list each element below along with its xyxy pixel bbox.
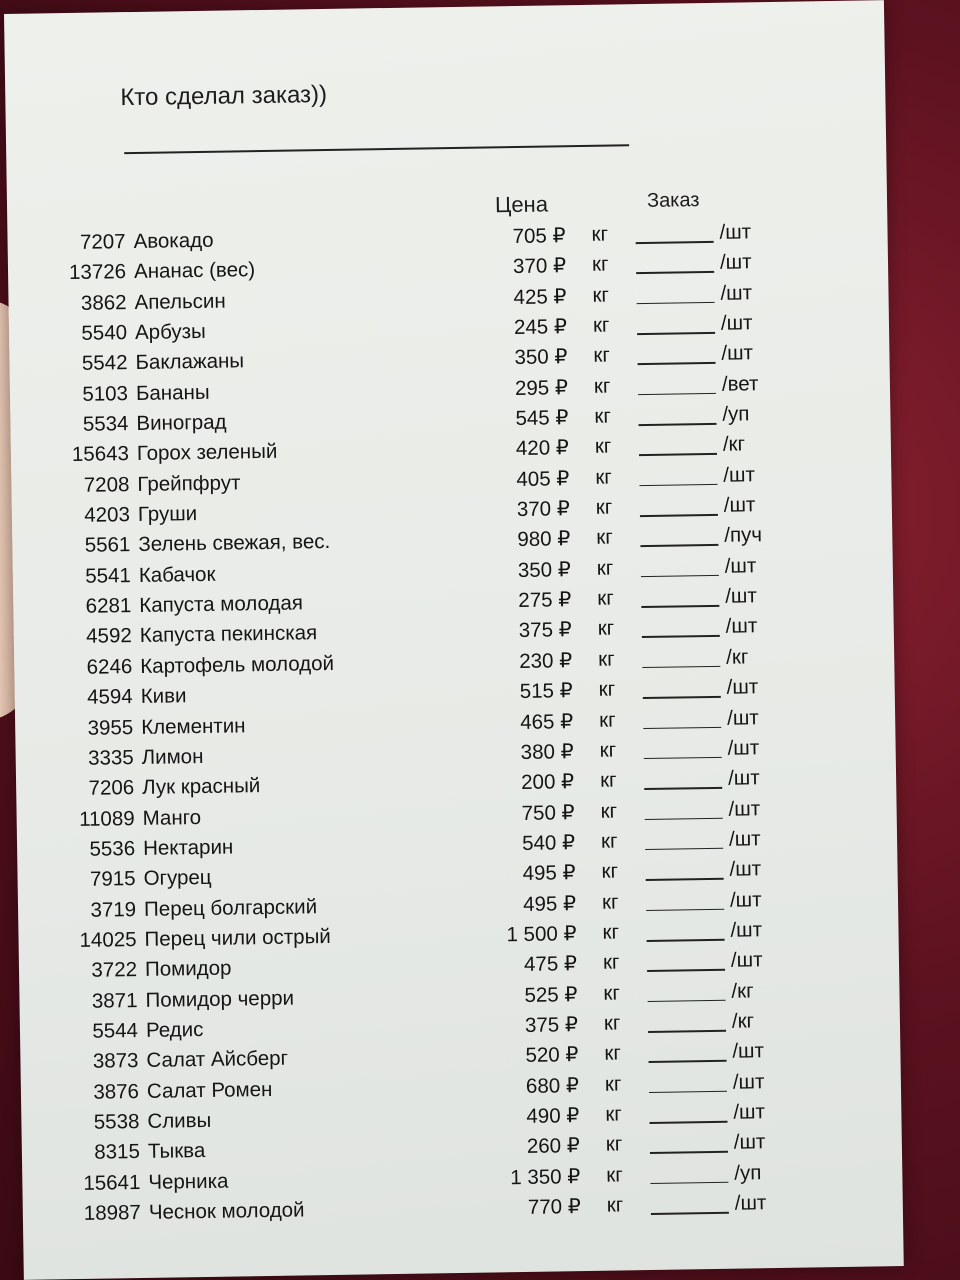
product-price: 1 350 ₽ <box>510 1164 581 1189</box>
order-unit: /уп <box>734 1160 762 1185</box>
product-price: 370 ₽ <box>512 254 567 279</box>
order-quantity-blank[interactable] <box>644 757 722 760</box>
price-unit: кг <box>605 1132 623 1156</box>
product-price: 425 ₽ <box>513 284 567 309</box>
order-unit: /шт <box>719 220 752 244</box>
order-quantity-blank[interactable] <box>641 575 719 578</box>
order-quantity-blank[interactable] <box>640 514 718 517</box>
product-name: Апельсин <box>134 289 226 314</box>
product-price: 545 ₽ <box>515 406 569 431</box>
product-price: 295 ₽ <box>514 375 569 400</box>
price-unit: кг <box>592 283 610 307</box>
product-price: 705 ₽ <box>512 224 566 249</box>
product-code: 18987 <box>83 1200 142 1225</box>
product-code: 3955 <box>87 715 134 740</box>
product-name: Груши <box>137 502 198 527</box>
product-code: 11089 <box>78 806 135 831</box>
product-list <box>7 218 903 1233</box>
order-quantity-blank[interactable] <box>644 787 722 790</box>
product-price: 350 ₽ <box>517 557 571 582</box>
product-code: 3873 <box>92 1049 139 1074</box>
product-name: Салат Ромен <box>146 1077 273 1103</box>
order-quantity-blank[interactable] <box>648 999 726 1002</box>
order-unit: /шт <box>730 918 763 942</box>
price-unit: кг <box>602 950 620 974</box>
product-code: 15643 <box>71 442 130 467</box>
order-unit: /уп <box>722 402 750 426</box>
product-code: 7915 <box>89 867 136 891</box>
product-name: Зелень свежая, вес. <box>138 530 331 557</box>
order-unit: /шт <box>721 341 754 366</box>
order-quantity-blank[interactable] <box>638 393 716 396</box>
order-quantity-blank[interactable] <box>641 605 719 608</box>
order-quantity-blank[interactable] <box>639 423 717 426</box>
product-price: 490 ₽ <box>526 1104 580 1128</box>
order-quantity-blank[interactable] <box>639 484 717 487</box>
page-title: Кто сделал заказ)) <box>120 80 328 112</box>
product-price: 1 500 ₽ <box>506 922 577 947</box>
product-name: Авокадо <box>133 228 214 253</box>
price-unit: кг <box>594 404 612 428</box>
order-unit: /шт <box>724 554 757 578</box>
product-name: Манго <box>142 805 202 830</box>
price-unit: кг <box>601 890 619 914</box>
product-name: Перец болгарский <box>143 894 318 921</box>
product-name: Баклажаны <box>135 349 245 375</box>
order-unit: /шт <box>734 1191 767 1215</box>
product-price: 750 ₽ <box>521 800 575 825</box>
product-code: 7208 <box>83 472 130 497</box>
product-price: 770 ₽ <box>527 1195 581 1219</box>
price-unit: кг <box>603 981 621 1005</box>
product-price: 420 ₽ <box>515 436 570 461</box>
product-price: 515 ₽ <box>519 679 573 704</box>
order-quantity-blank[interactable] <box>649 1060 727 1063</box>
product-code: 5544 <box>92 1018 139 1043</box>
order-column-header: Заказ <box>646 189 700 212</box>
product-price: 475 ₽ <box>523 952 578 977</box>
order-quantity-blank[interactable] <box>637 332 715 335</box>
product-code: 5561 <box>84 533 131 558</box>
order-unit: /шт <box>730 948 763 972</box>
product-code: 5540 <box>81 321 128 345</box>
order-quantity-blank[interactable] <box>636 241 714 244</box>
price-unit: кг <box>598 677 616 701</box>
order-quantity-blank[interactable] <box>636 271 714 274</box>
order-unit: /шт <box>723 493 756 517</box>
product-price: 520 ₽ <box>525 1043 579 1068</box>
product-code: 3862 <box>80 290 127 315</box>
product-code: 3871 <box>91 988 138 1013</box>
price-unit: кг <box>593 343 611 368</box>
order-quantity-blank[interactable] <box>651 1212 729 1215</box>
order-quantity-blank[interactable] <box>638 362 716 365</box>
order-unit: /шт <box>733 1130 766 1154</box>
product-code: 5542 <box>81 351 128 376</box>
order-unit: /шт <box>728 827 761 851</box>
product-name: Горох зеленый <box>136 440 278 466</box>
order-quantity-blank[interactable] <box>646 878 724 881</box>
price-unit: кг <box>601 859 619 883</box>
product-code: 3719 <box>90 897 137 922</box>
order-unit: /шт <box>727 766 760 790</box>
product-name: Перец чили острый <box>144 924 331 951</box>
order-unit: /шт <box>729 887 762 912</box>
order-quantity-blank[interactable] <box>643 726 721 729</box>
product-name: Грейпфрут <box>137 471 241 496</box>
product-price: 465 ₽ <box>520 709 574 734</box>
product-code: 5536 <box>89 836 136 861</box>
product-price: 540 ₽ <box>521 831 576 855</box>
price-unit: кг <box>603 1011 621 1035</box>
order-unit: /шт <box>719 250 752 275</box>
product-name: Капуста пекинская <box>139 621 318 648</box>
order-unit: /шт <box>729 857 762 881</box>
order-unit: /шт <box>720 280 753 305</box>
order-quantity-blank[interactable] <box>643 696 721 699</box>
product-code: 15641 <box>83 1170 141 1195</box>
product-price: 980 ₽ <box>517 527 571 552</box>
price-unit: кг <box>606 1163 623 1187</box>
product-name: Нектарин <box>142 835 234 860</box>
product-price: 200 ₽ <box>521 770 575 795</box>
order-unit: /кг <box>731 978 754 1003</box>
name-signature-line <box>124 144 629 154</box>
product-code: 3335 <box>87 745 134 770</box>
product-name: Киви <box>140 684 187 709</box>
product-code: 7206 <box>88 776 135 800</box>
price-unit: кг <box>597 616 615 641</box>
price-unit: кг <box>595 465 612 489</box>
product-code: 14025 <box>79 927 137 952</box>
order-quantity-blank[interactable] <box>645 848 723 851</box>
order-quantity-blank[interactable] <box>650 1151 728 1154</box>
product-name: Помидор черри <box>145 986 295 1012</box>
price-unit: кг <box>602 920 620 944</box>
order-quantity-blank[interactable] <box>650 1181 728 1184</box>
product-name: Сливы <box>147 1108 212 1133</box>
price-unit: кг <box>598 647 615 671</box>
product-name: Кабачок <box>138 562 216 587</box>
order-sheet <box>4 0 904 1280</box>
product-name: Бананы <box>135 380 210 405</box>
price-unit: кг <box>594 434 612 459</box>
product-name: Виноград <box>136 410 227 436</box>
product-name: Клементин <box>141 713 246 739</box>
order-unit: /шт <box>728 796 761 821</box>
price-unit: кг <box>600 799 618 823</box>
order-unit: /шт <box>726 675 759 699</box>
order-unit: /шт <box>725 614 758 639</box>
product-price: 375 ₽ <box>518 618 572 643</box>
order-quantity-blank[interactable] <box>642 635 720 638</box>
product-price: 495 ₽ <box>522 891 577 916</box>
product-name: Капуста молодая <box>139 591 304 618</box>
product-code: 6246 <box>86 654 133 679</box>
product-price: 525 ₽ <box>524 982 578 1007</box>
price-unit: кг <box>592 313 610 337</box>
price-unit: кг <box>591 252 609 277</box>
product-price: 375 ₽ <box>524 1013 579 1037</box>
product-price: 230 ₽ <box>519 648 573 673</box>
price-unit: кг <box>604 1041 622 1065</box>
product-code: 8315 <box>94 1140 141 1165</box>
product-price: 380 ₽ <box>520 739 574 764</box>
product-code: 5541 <box>85 563 132 588</box>
order-quantity-blank[interactable] <box>647 969 725 972</box>
price-unit: кг <box>604 1072 622 1096</box>
product-code: 3876 <box>93 1079 140 1104</box>
order-unit: /шт <box>723 463 756 487</box>
order-unit: /пуч <box>724 523 763 548</box>
product-code: 7207 <box>79 230 126 254</box>
order-quantity-blank[interactable] <box>648 1030 726 1033</box>
product-code: 6281 <box>85 594 132 618</box>
order-quantity-blank[interactable] <box>637 302 715 305</box>
product-name: Лук красный <box>141 774 261 800</box>
order-unit: /шт <box>725 584 757 608</box>
product-price: 405 ₽ <box>516 466 570 491</box>
product-code: 4592 <box>86 624 132 649</box>
order-quantity-blank[interactable] <box>649 1121 727 1124</box>
order-quantity-blank[interactable] <box>640 544 718 547</box>
product-code: 4594 <box>86 685 133 709</box>
order-unit: /шт <box>732 1069 765 1094</box>
price-unit: кг <box>598 707 616 732</box>
order-quantity-blank[interactable] <box>649 1090 727 1093</box>
product-name: Огурец <box>143 866 212 891</box>
product-name: Салат Айсберг <box>146 1046 289 1073</box>
product-name: Тыква <box>147 1139 206 1164</box>
price-column-header: Цена <box>494 191 549 218</box>
product-code: 13726 <box>68 260 127 285</box>
product-code: 5534 <box>82 412 129 436</box>
product-price: 680 ₽ <box>525 1073 580 1098</box>
price-unit: кг <box>599 768 617 792</box>
price-unit: кг <box>597 586 614 610</box>
order-quantity-blank[interactable] <box>647 939 725 942</box>
price-unit: кг <box>591 222 609 246</box>
price-unit: кг <box>595 495 613 519</box>
product-name: Арбузы <box>134 319 206 345</box>
order-unit: /кг <box>726 645 749 669</box>
product-price: 350 ₽ <box>514 345 568 370</box>
product-price: 495 ₽ <box>522 861 576 886</box>
product-code: 5538 <box>93 1109 140 1134</box>
product-name: Картофель молодой <box>140 651 335 678</box>
price-unit: кг <box>596 556 614 580</box>
price-unit: кг <box>605 1102 622 1126</box>
order-unit: /кг <box>722 432 746 457</box>
order-unit: /шт <box>720 311 753 335</box>
product-name: Лимон <box>141 744 204 769</box>
price-unit: кг <box>599 738 617 762</box>
product-price: 370 ₽ <box>516 497 571 522</box>
product-price: 275 ₽ <box>518 588 572 613</box>
product-name: Ананас (вес) <box>133 258 256 284</box>
order-unit: /шт <box>726 705 759 730</box>
order-unit: /вет <box>721 371 759 396</box>
product-code: 5103 <box>82 381 129 406</box>
price-unit: кг <box>593 374 611 398</box>
product-name: Помидор <box>144 956 232 982</box>
order-unit: /шт <box>733 1100 766 1124</box>
order-quantity-blank[interactable] <box>639 453 717 456</box>
product-code: 3722 <box>91 958 138 982</box>
price-unit: кг <box>606 1193 624 1217</box>
order-unit: /шт <box>732 1039 765 1063</box>
order-quantity-blank[interactable] <box>646 908 724 911</box>
order-unit: /шт <box>727 736 760 760</box>
price-unit: кг <box>600 829 618 853</box>
price-unit: кг <box>596 525 613 550</box>
order-unit: /кг <box>731 1009 755 1033</box>
product-price: 245 ₽ <box>513 315 568 340</box>
product-code: 4203 <box>84 503 131 527</box>
product-name: Черника <box>148 1169 229 1194</box>
product-name: Чеснок молодой <box>148 1198 305 1224</box>
product-name: Редис <box>145 1017 204 1042</box>
order-quantity-blank[interactable] <box>642 666 720 669</box>
order-quantity-blank[interactable] <box>645 817 723 820</box>
product-price: 260 ₽ <box>526 1134 581 1159</box>
